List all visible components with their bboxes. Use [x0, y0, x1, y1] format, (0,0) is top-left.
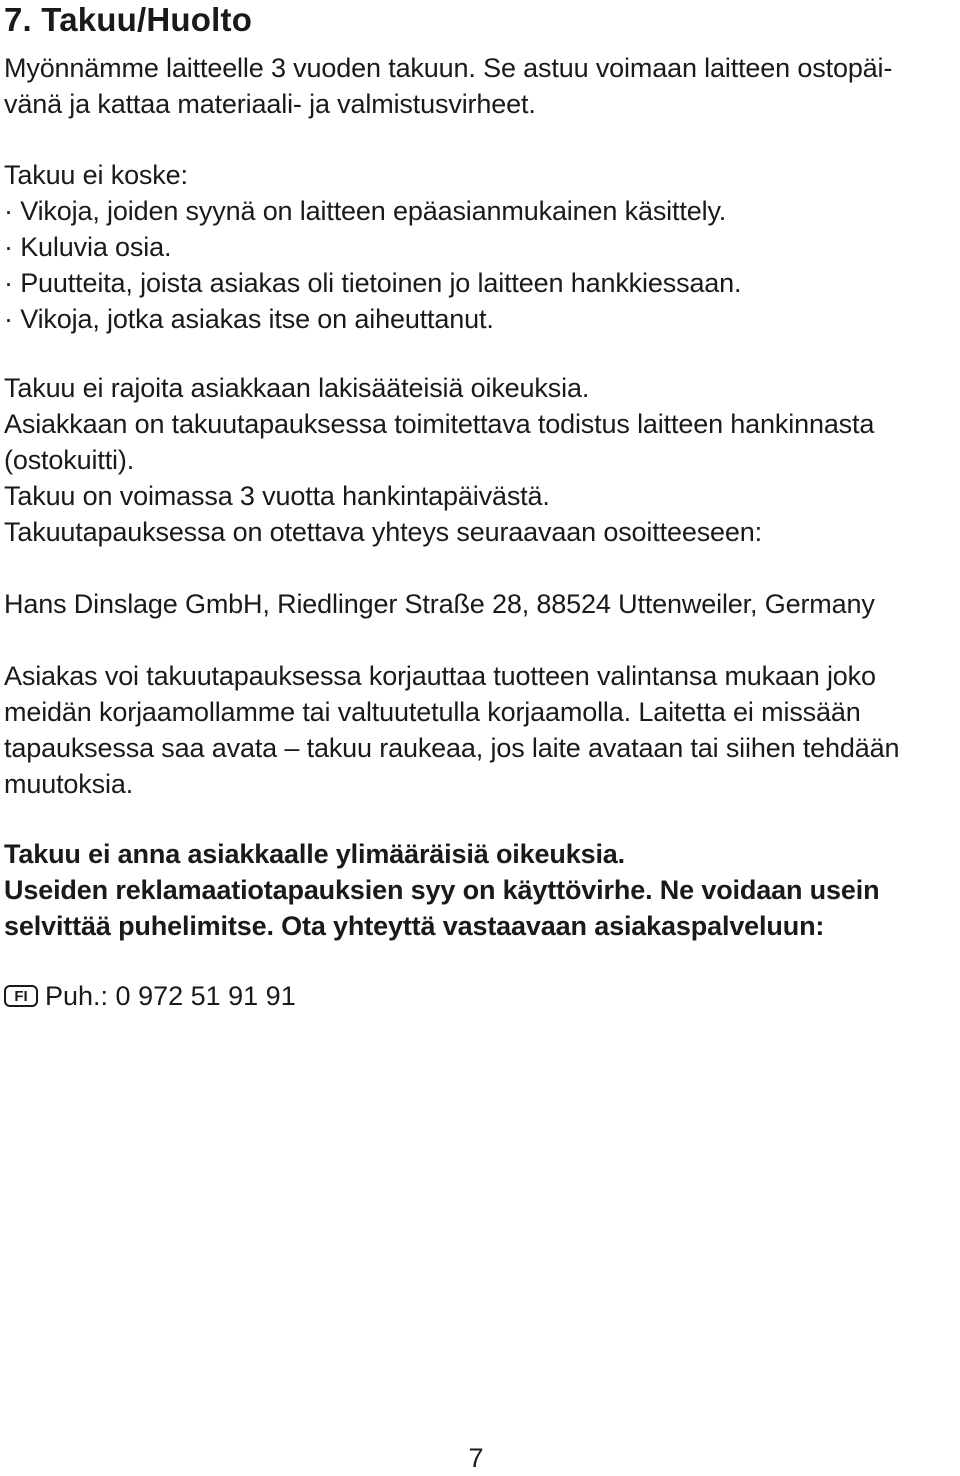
intro-line: Myönnämme laitteelle 3 vuoden takuun. Se astuu voimaan laitteen ostopäi- — [4, 53, 893, 83]
exclusion-item: · Puutteita, joista asiakas oli tietoinen jo laitteen hankkiessaan. — [4, 268, 742, 298]
notice-line: Takuu ei anna asiakkaalle ylimääräisiä oikeuksia. — [4, 839, 626, 869]
terms-line: Takuu ei rajoita asiakkaan lakisääteisiä oikeuksia. — [4, 373, 590, 403]
exclusion-item: · Vikoja, joiden syynä on laitteen epäasianmukainen käsittely. — [4, 196, 727, 226]
phone-number: Puh.: 0 972 51 91 91 — [45, 981, 296, 1011]
exclusion-item: · Vikoja, jotka asiakas itse on aiheuttanut. — [4, 304, 494, 334]
repair-line: tapauksessa saa avata – takuu raukeaa, jos laite avataan tai siihen tehdään — [4, 733, 900, 763]
section-title: 7. Takuu/Huolto — [4, 1, 253, 38]
repair-line: muutoksia. — [4, 769, 134, 799]
service-address: Hans Dinslage GmbH, Riedlinger Straße 28, 88524 Uttenweiler, Germany — [4, 589, 875, 619]
notice-line: selvittää puhelimitse. Ota yhteyttä vastaavaan asiakaspalveluun: — [4, 911, 825, 941]
intro-line: vänä ja kattaa materiaali- ja valmistusvirheet. — [4, 89, 536, 119]
country-code-badge: FI — [4, 985, 38, 1007]
customer-service-phone — [4, 978, 296, 1014]
exclusions-heading: Takuu ei koske: — [4, 160, 188, 190]
exclusion-item: · Kuluvia osia. — [4, 232, 172, 262]
repair-line: Asiakas voi takuutapauksessa korjauttaa tuotteen valintansa mukaan joko — [4, 661, 876, 691]
terms-line: (ostokuitti). — [4, 445, 135, 475]
terms-line: Takuutapauksessa on otettava yhteys seuraavaan osoitteeseen: — [4, 517, 763, 547]
terms-line: Takuu on voimassa 3 vuotta hankintapäivästä. — [4, 481, 550, 511]
terms-line: Asiakkaan on takuutapauksessa toimitettava todistus laitteen hankinnasta — [4, 409, 875, 439]
notice-line: Useiden reklamaatiotapauksien syy on käyttövirhe. Ne voidaan usein — [4, 875, 880, 905]
page-number: 7 — [468, 1443, 484, 1473]
repair-line: meidän korjaamollamme tai valtuutetulla korjaamolla. Laitetta ei missään — [4, 697, 861, 727]
